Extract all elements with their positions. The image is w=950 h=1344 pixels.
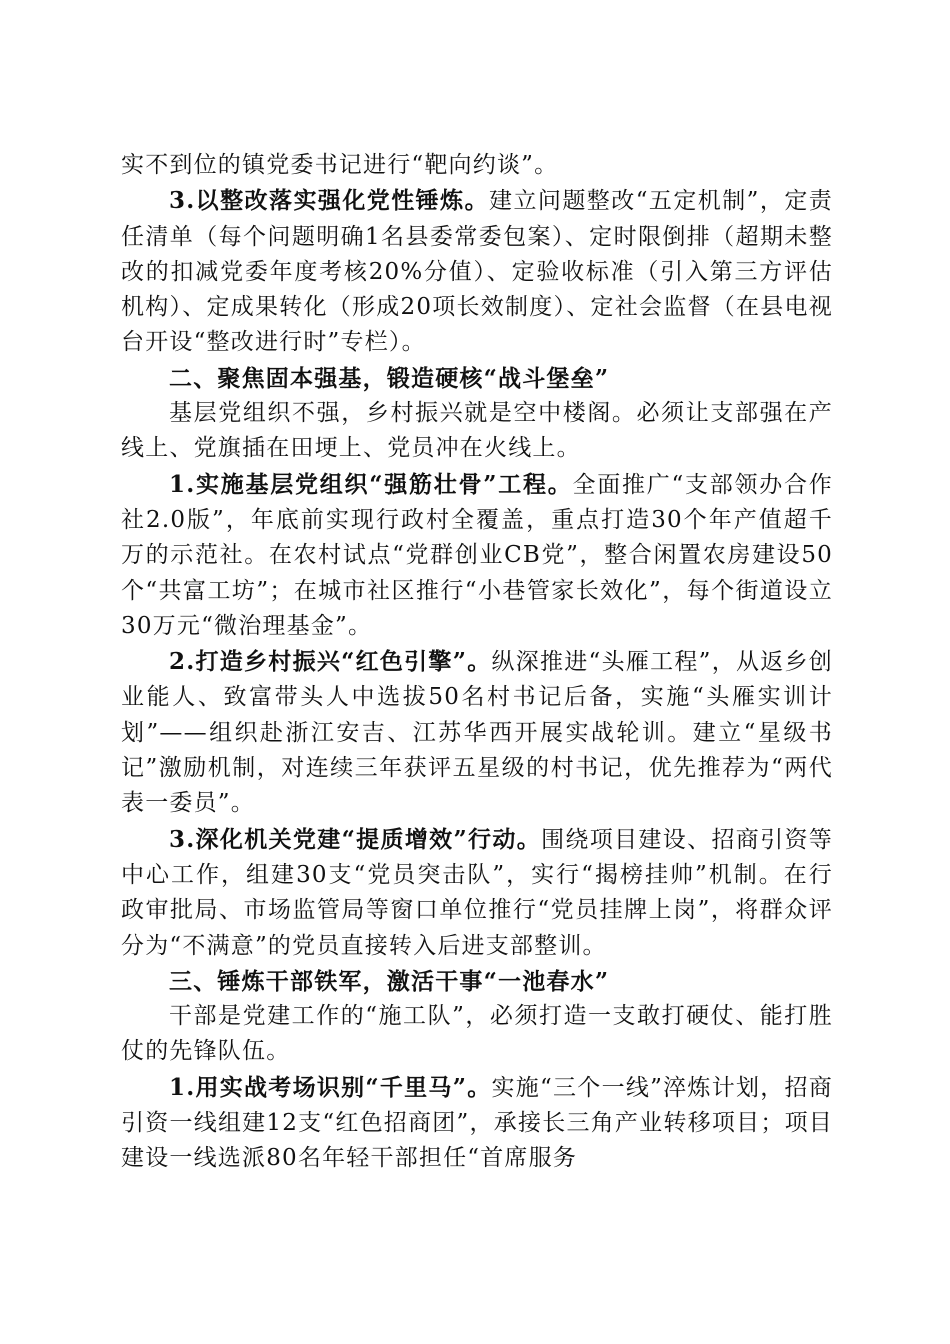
paragraph-item xyxy=(121,644,833,821)
paragraph-item xyxy=(121,1070,833,1177)
paragraph-text: 围绕项目建设、招商引资等中心工作，组建30支“党员突击队”，实行“揭榜挂帅”机制。在行政审批局、市场监管局等窗口单位推行“党员挂牌上岗”，将群众评分为“不满意”的党员直接转入后进支部整训。 xyxy=(121,826,833,959)
paragraph-item xyxy=(121,822,833,964)
paragraph-text: 实施“三个一线”淬炼计划，招商引资一线组建12支“红色招商团”，承接长三角产业转移项目；项目建设一线选派80名年轻干部担任“首席服务 xyxy=(121,1074,833,1172)
paragraph-text: 基层党组织不强，乡村振兴就是空中楼阁。必须让支部强在产线上、党旗插在田埂上、党员冲在火线上。 xyxy=(121,400,833,462)
paragraph-body xyxy=(121,396,833,467)
paragraph-item xyxy=(121,467,833,644)
item-lead: 3.深化机关党建“提质增效”行动。 xyxy=(169,825,542,853)
paragraph-text: 干部是党建工作的“施工队”，必须打造一支敢打硬仗、能打胜仗的先锋队伍。 xyxy=(121,1003,833,1065)
paragraph-continuation xyxy=(121,148,833,183)
section-heading: 二、聚焦固本强基，锻造硬核“战斗堡垒” xyxy=(169,364,610,392)
paragraph-text: 建立问题整改“五定机制”，定责任清单（每个问题明确1名县委常委包案）、定时限倒排（超期未整改的扣减党委年度考核20%分值）、定验收标准（引入第三方评估机构）、定成果转化（形成20项长效制度）、定社会监督（在县电视台开设“整改进行时”专栏）。 xyxy=(121,188,833,356)
item-lead: 1.用实战考场识别“千里马”。 xyxy=(169,1073,492,1101)
document-body xyxy=(121,148,833,1177)
paragraph-text: 纵深推进“头雁工程”，从返乡创业能人、致富带头人中选拔50名村书记后备，实施“头雁实训计划”——组织赴浙江安吉、江苏华西开展实战轮训。建立“星级书记”激励机制，对连续三年获评五星级的村书记，优先推荐为“两代表一委员”。 xyxy=(121,649,833,817)
paragraph-text: 全面推广“支部领办合作社2.0版”，年底前实现行政村全覆盖，重点打造30个年产值超千万的示范社。在农村试点“党群创业CB党”，整合闲置农房建设50个“共富工坊”；在城市社区推行“小巷管家长效化”，每个街道设立30万元“微治理基金”。 xyxy=(121,471,833,639)
item-lead: 1.实施基层党组织“强筋壮骨”工程。 xyxy=(169,470,573,498)
paragraph-text: 实不到位的镇党委书记进行“靶向约谈”。 xyxy=(121,152,559,178)
section-heading: 三、锤炼干部铁军，激活干事“一池春水” xyxy=(169,967,610,995)
paragraph-body xyxy=(121,999,833,1070)
paragraph-item xyxy=(121,183,833,360)
item-lead: 3.以整改落实强化党性锤炼。 xyxy=(169,187,490,215)
item-lead: 2.打造乡村振兴“红色引擎”。 xyxy=(169,648,492,676)
